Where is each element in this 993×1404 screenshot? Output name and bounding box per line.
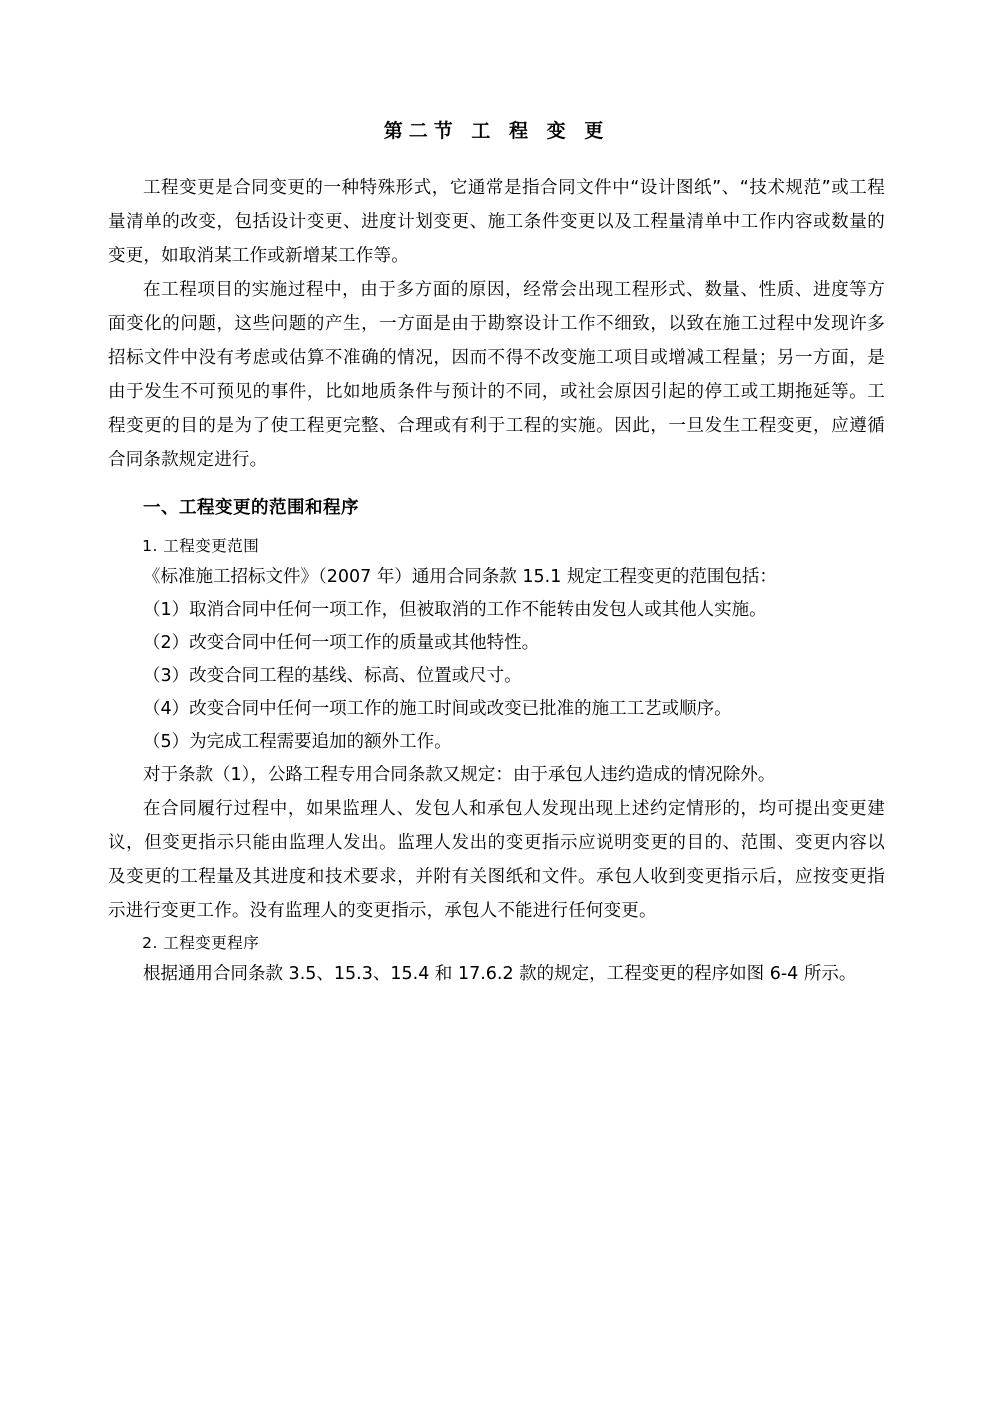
page-title: 第二节 工 程 变 更 <box>383 120 610 142</box>
subsection-heading-1: 1. 工程变更范围 <box>142 537 260 555</box>
subsection-1-intro: 《标准施工招标文件》（2007 年）通用合同条款 15.1 规定工程变更的范围包括： <box>143 567 777 587</box>
section-heading-1: 一、工程变更的范围和程序 <box>143 498 359 518</box>
body-paragraph-2: 在工程项目的实施过程中，由于多方面的原因，经常会出现工程形式、数量、性质、进度等方面变化的问题，这些问题的产生，一方面是由于勘察设计工作不细致，以致在施工过程中发现许多招标文件中没有考虑或估算不准确的情况，因而不得不改变施工项目或增减工程量；另一方面，是由于发生不可预见的事件，比如地质条件与预计的不同，或社会原因引起的停工或工期拖延等。工程变更的目的是为了使工程更完整、合理或有利于工程的实施。因此，一旦发生工程变更，应遵循合同条款规定进行。 <box>108 280 885 470</box>
body-paragraph-1: 工程变更是合同变更的一种特殊形式，它通常是指合同文件中“设计图纸”、“技术规范”或工程量清单的改变，包括设计变更、进度计划变更、施工条件变更以及工程量清单中工作内容或数量的变更，如取消某工作或新增某工作等。 <box>108 178 885 266</box>
list-item: （5）为完成工程需要追加的额外工作。 <box>143 732 452 752</box>
list-item: （4）改变合同中任何一项工作的施工时间或改变已批准的施工工艺或顺序。 <box>143 699 732 719</box>
subsection-2-body: 根据通用合同条款 3.5、15.3、15.4 和 17.6.2 款的规定，工程变更的程序如图 6-4 所示。 <box>143 964 857 984</box>
subsection-1-note: 对于条款（1），公路工程专用合同条款又规定：由于承包人违约造成的情况除外。 <box>143 765 776 785</box>
list-item: （2）改变合同中任何一项工作的质量或其他特性。 <box>143 633 540 653</box>
subsection-1-closing: 在合同履行过程中，如果监理人、发包人和承包人发现出现上述约定情形的，均可提出变更建议，但变更指示只能由监理人发出。监理人发出的变更指示应说明变更的目的、范围、变更内容以及变更的工程量及其进度和技术要求，并附有关图纸和文件。承包人收到变更指示后，应按变更指示进行变更工作。没有监理人的变更指示，承包人不能进行任何变更。 <box>108 799 885 921</box>
list-item: （1）取消合同中任何一项工作，但被取消的工作不能转由发包人或其他人实施。 <box>143 600 767 620</box>
subsection-heading-2: 2. 工程变更程序 <box>142 934 260 952</box>
list-item: （3）改变合同工程的基线、标高、位置或尺寸。 <box>143 666 522 686</box>
